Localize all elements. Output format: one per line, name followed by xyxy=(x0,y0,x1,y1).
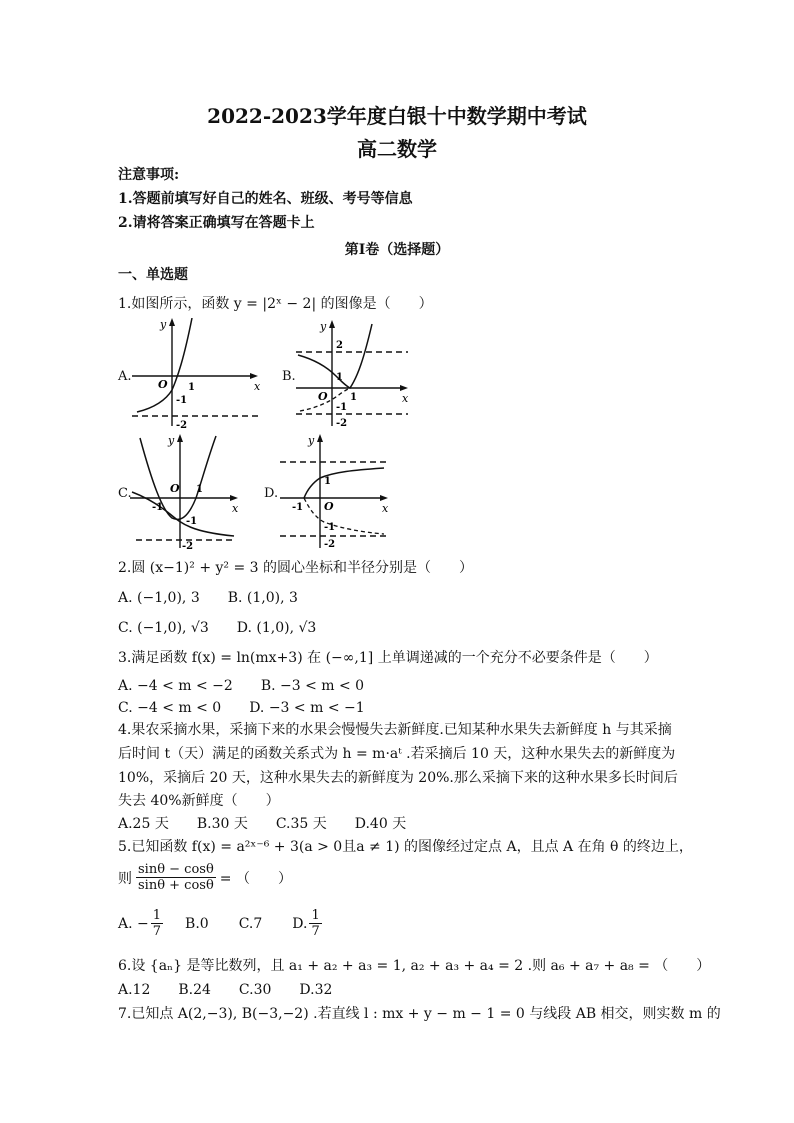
tick-neg1-x: -1 xyxy=(152,502,164,513)
x-axis-arrow xyxy=(400,385,408,391)
reflected-curve xyxy=(304,498,384,534)
q5-ze: 则 xyxy=(118,870,132,887)
q4-line-4: 失去 40%新鲜度（ ） xyxy=(118,793,280,809)
q5-equals: = （ ） xyxy=(219,870,292,887)
graph-c xyxy=(130,432,242,550)
tick-1: 1 xyxy=(324,476,331,487)
q4-line-2: 后时间 t（天）满足的函数关系式为 h = m·aᵗ .若采摘后 10 天，这种水果失去的新鲜度为 xyxy=(118,746,676,762)
x-axis-arrow xyxy=(230,495,238,501)
q1-option-a: A. xyxy=(118,369,132,384)
graph-b xyxy=(296,318,411,430)
tick-neg1-x: -1 xyxy=(292,502,304,513)
exam-subtitle: 高二数学 xyxy=(357,137,437,161)
y-label: y xyxy=(308,434,315,447)
q2-options-row-1: A. (−1,0), 3 B. (1,0), 3 xyxy=(118,590,298,606)
q6-options: A.12 B.24 C.30 D.32 xyxy=(118,982,333,998)
notice-item-1: 1.答题前填写好自己的姓名、班级、考号等信息 xyxy=(118,191,413,207)
tick-2: 2 xyxy=(336,340,343,351)
x-axis-arrow xyxy=(250,373,258,379)
q5-fraction-row xyxy=(118,862,292,893)
q5-option-a-num: 1 xyxy=(152,908,162,923)
exam-title: 2022-2023学年度白银十中数学期中考试 xyxy=(207,104,587,128)
q5-option-b: B.0 xyxy=(185,915,209,932)
y-axis-arrow xyxy=(169,318,175,326)
tick-neg1: -1 xyxy=(176,395,188,406)
tick-neg2: -2 xyxy=(176,420,188,430)
q5-numerator: sinθ − cosθ xyxy=(138,862,214,877)
y-axis-arrow xyxy=(177,434,183,442)
y-label: y xyxy=(168,434,175,447)
q1-option-d: D. xyxy=(264,486,279,501)
q4-line-3: 10%，采摘后 20 天，这种水果失去的新鲜度为 20%.那么采摘下来的这种水果多长时间后 xyxy=(118,770,678,786)
tick-neg2: -2 xyxy=(324,539,336,550)
graph-a xyxy=(132,318,262,430)
tick-1: 1 xyxy=(196,484,203,495)
y-axis-arrow xyxy=(329,320,335,328)
tick-1-y: 1 xyxy=(336,372,343,383)
origin-label: O xyxy=(158,378,168,391)
q4-options: A.25 天 B.30 天 C.35 天 D.40 天 xyxy=(118,816,407,832)
notice-heading: 注意事项: xyxy=(118,167,180,183)
q5-line-1: 5.已知函数 f(x) = a²ˣ⁻⁶ + 3(a > 0且a ≠ 1) 的图像经过定点 A，且点 A 在角 θ 的终边上， xyxy=(118,839,693,855)
x-label: x xyxy=(402,392,409,405)
x-label: x xyxy=(254,380,261,393)
q3-options-row-2: C. −4 < m < 0 D. −3 < m < −1 xyxy=(118,700,365,716)
q5-option-c: C.7 xyxy=(238,915,263,932)
part-heading: 一、单选题 xyxy=(118,267,188,283)
q5-fraction xyxy=(136,862,216,893)
curve xyxy=(304,468,384,498)
graph-d xyxy=(280,432,392,550)
origin-label: O xyxy=(318,390,328,403)
tick-1-x: 1 xyxy=(350,392,357,403)
q4-line-1: 4.果农采摘水果，采摘下来的水果会慢慢失去新鲜度.已知某种水果失去新鲜度 h 与其采摘 xyxy=(118,722,672,738)
q5-option-d-prefix: D. xyxy=(292,915,308,932)
tick-neg2: -2 xyxy=(336,418,348,429)
q5-option-d-fraction xyxy=(309,908,321,939)
tick-1: 1 xyxy=(188,382,195,393)
y-label: y xyxy=(160,318,167,331)
q2-options-row-2: C. (−1,0), √3 D. (1,0), √3 xyxy=(118,620,317,636)
volume-heading: 第I卷（选择题） xyxy=(344,242,450,258)
q1-stem: 1.如图所示，函数 y = |2ˣ − 2| 的图像是（ ） xyxy=(118,296,433,312)
curve xyxy=(298,324,372,388)
q5-denominator: sinθ + cosθ xyxy=(138,878,214,893)
q5-option-a-den: 7 xyxy=(152,924,162,939)
origin-label: O xyxy=(170,482,180,495)
q3-stem: 3.满足函数 f(x) = ln(mx+3) 在 (−∞,1] 上单调递减的一个充分不必要条件是（ ） xyxy=(118,650,658,666)
x-axis-arrow xyxy=(380,495,388,501)
q3-options-row-1: A. −4 < m < −2 B. −3 < m < 0 xyxy=(118,678,365,694)
q2-stem: 2.圆 (x−1)² + y² = 3 的圆心坐标和半径分别是（ ） xyxy=(118,560,474,576)
notice-item-2: 2.请将答案正确填写在答题卡上 xyxy=(118,215,315,231)
origin-label: O xyxy=(324,500,334,513)
q6-stem: 6.设 {aₙ} 是等比数列，且 a₁ + a₂ + a₃ = 1, a₂ + a₃ + a₄ = 2 .则 a₆ + a₇ + a₈ = （ ） xyxy=(118,958,711,974)
y-label: y xyxy=(320,320,327,333)
q5-options xyxy=(118,908,322,939)
tick-neg1-y: -1 xyxy=(324,522,336,533)
tick-neg1-y: -1 xyxy=(186,516,198,527)
x-label: x xyxy=(232,502,239,515)
tick-neg1: -1 xyxy=(336,402,348,413)
q5-option-a-fraction xyxy=(151,908,163,939)
q7-stem: 7.已知点 A(2,−3), B(−3,−2) .若直线 l : mx + y − m − 1 = 0 与线段 AB 相交，则实数 m 的 xyxy=(118,1006,721,1022)
y-axis-arrow xyxy=(317,434,323,442)
q5-option-d-den: 7 xyxy=(311,924,320,939)
tick-neg2: -2 xyxy=(182,541,194,550)
q5-option-d-num: 1 xyxy=(311,908,320,923)
q5-option-a-prefix: A. − xyxy=(118,915,149,932)
q1-option-b: B. xyxy=(282,369,296,384)
q1-option-c: C. xyxy=(118,486,132,501)
x-label: x xyxy=(382,502,389,515)
